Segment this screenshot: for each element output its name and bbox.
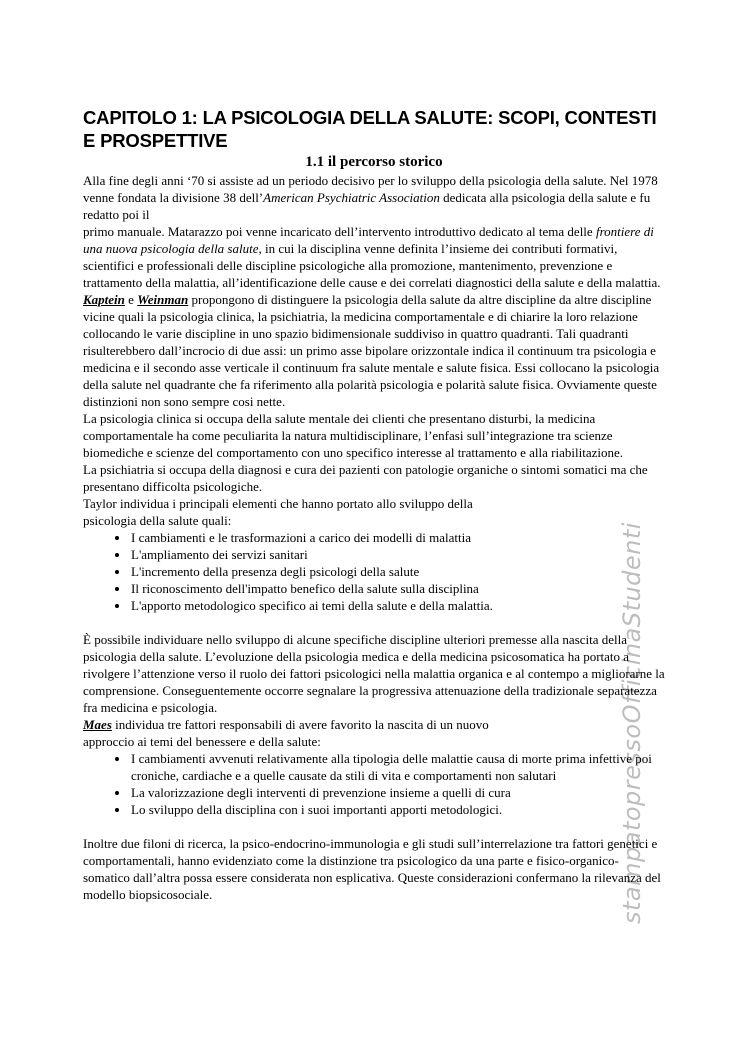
list-item: • L'ampliamento dei servizi sanitari <box>130 546 665 563</box>
list-item: • Lo sviluppo della disciplina con i suoi importanti apporti metodologici. <box>130 801 665 818</box>
maes-factors-list <box>83 750 665 818</box>
text-run: e <box>124 292 138 307</box>
paragraph-psichiatria: La psichiatria si occupa della diagnosi e cura dei pazienti con patologie organiche o sintomi somatici ma che presentano difficolta psicologiche. <box>83 462 648 494</box>
text-run: dedicata alla psicologia della salute e fu redatto poi il <box>83 190 651 222</box>
paragraph-psicologia-clinica: La psicologia clinica si occupa della salute mentale dei clienti che presentano disturbi, la medicina comportamentale ha come peculiarita la natura multidisciplinare, l’enfasi sull’integrazione tra scienze biomediche e scienze del comportamento con uno specifico interesse al trattamento e alla riabilitazione. <box>83 411 624 460</box>
list-item: • L'apporto metodologico specifico ai temi della salute e della malattia. <box>130 597 665 614</box>
text-run: approccio ai temi del benessere e della salute: <box>83 734 321 749</box>
list-item: • La valorizzazione degli interventi di prevenzione insieme a quelli di cura <box>130 784 665 801</box>
list-item: • Il riconoscimento dell'impatto benefico della salute sulla disciplina <box>130 580 665 597</box>
text-run: Alla fine degli anni ‘70 si assiste ad un periodo decisivo per lo sviluppo della psicologia della salute. Nel 1978 venne fondata la divisione 38 dell’ <box>83 173 658 205</box>
document-body <box>83 172 665 903</box>
paragraph-filoni: Inoltre due filoni di ricerca, la psico-endocrino-immunologia e gli studi sull’interrelazione tra fattori genetici e comportamentali, hanno evidenziato come la distinzione tra psicologico da una parte e fisico-organico-somatico dall’altra possa essere considerata non esplicativa. Queste considerazioni confermano la rilevanza del modello biopsicosociale. <box>83 836 661 902</box>
paragraph-maes <box>83 716 665 750</box>
taylor-elements-list <box>83 529 665 614</box>
blank-line <box>83 818 665 835</box>
author-name: Kaptein <box>83 292 125 307</box>
chapter-title: CAPITOLO 1: LA PSICOLOGIA DELLA SALUTE: SCOPI, CONTESTI E PROSPETTIVE <box>83 107 657 151</box>
author-name: Weinman <box>137 292 189 307</box>
page-content <box>83 106 665 903</box>
text-run: in cui la disciplina venne definita l’insieme dei contributi formativi, scientifici e professionali delle discipline psicologiche alla promozione, mantenimento, prevenzione e trattamento della malattia, all’identificazione delle cause e dei correlati diagnostici della salute e della malattia. <box>83 241 661 290</box>
paragraph-intro <box>83 172 665 291</box>
section-heading: 1.1 il percorso storico <box>305 154 443 170</box>
paragraph-kaptein-weinman <box>83 291 665 410</box>
text-run: psicologia della salute quali: <box>83 513 232 528</box>
paragraph-premesse: È possibile individuare nello sviluppo di alcune specifiche discipline ulteriori premesse alla nascita della psicologia della salute. L’evoluzione della psicologia medica e della medicina psicosomatica ha portato a rivolgere l’attenzione verso il ruolo dei fattori psicologici nella malattia organica e al contempo a migliorarne la comprensione. Conseguentemente occorre segnalare la progressiva attenuazione della tradizionale separatezza fra medicina e psicologia. <box>83 632 665 715</box>
text-run: primo manuale. Matarazzo poi venne incaricato dell’intervento introduttivo dedicato al tema delle <box>83 224 596 239</box>
paragraph-taylor <box>83 495 665 529</box>
list-item: • I cambiamenti avvenuti relativamente alla tipologia delle malattie causa di morte prima infettive poi croniche, cardiache e a quelle causate da stili di vita e comportamenti non salutari <box>130 750 665 784</box>
text-run: individua tre fattori responsabili di avere favorito la nascita di un nuovo <box>111 717 489 732</box>
text-run: propongono di distinguere la psicologia della salute da altre discipline da altre discipline vicine quali la psicologia clinica, la psichiatria, la medicina comportamentale e di chiarire la loro relazione collocando le varie discipline in uno spazio bidimensionale suddiviso in quattro quadranti. Tali quadranti risulterebbero dall’incrocio di due assi: un primo asse bipolare orizzontale indica il continuum tra psicologia e medicina e il secondo asse verticale il continuum fra salute mentale e salute fisica. Essi collocano la psicologia della salute nel quadrante che fa riferimento alla polarità psicologia e polarità salute fisica. Ovviamente queste distinzioni non sono sempre cosi nette. <box>83 292 660 409</box>
watermark: stampatopressoOfficinaStudenti <box>618 522 646 924</box>
author-name: Maes <box>83 717 112 732</box>
list-item: • I cambiamenti e le trasformazioni a carico dei modelli di malattia <box>130 529 665 546</box>
blank-line <box>83 614 665 631</box>
text-run-italic: American Psychiatric Association <box>263 190 440 205</box>
list-item: • L'incremento della presenza degli psicologi della salute <box>130 563 665 580</box>
text-run-italic: frontiere di una nuova psicologia della salute, <box>83 224 654 256</box>
text-run: Taylor individua i principali elementi che hanno portato allo sviluppo della <box>83 496 473 511</box>
